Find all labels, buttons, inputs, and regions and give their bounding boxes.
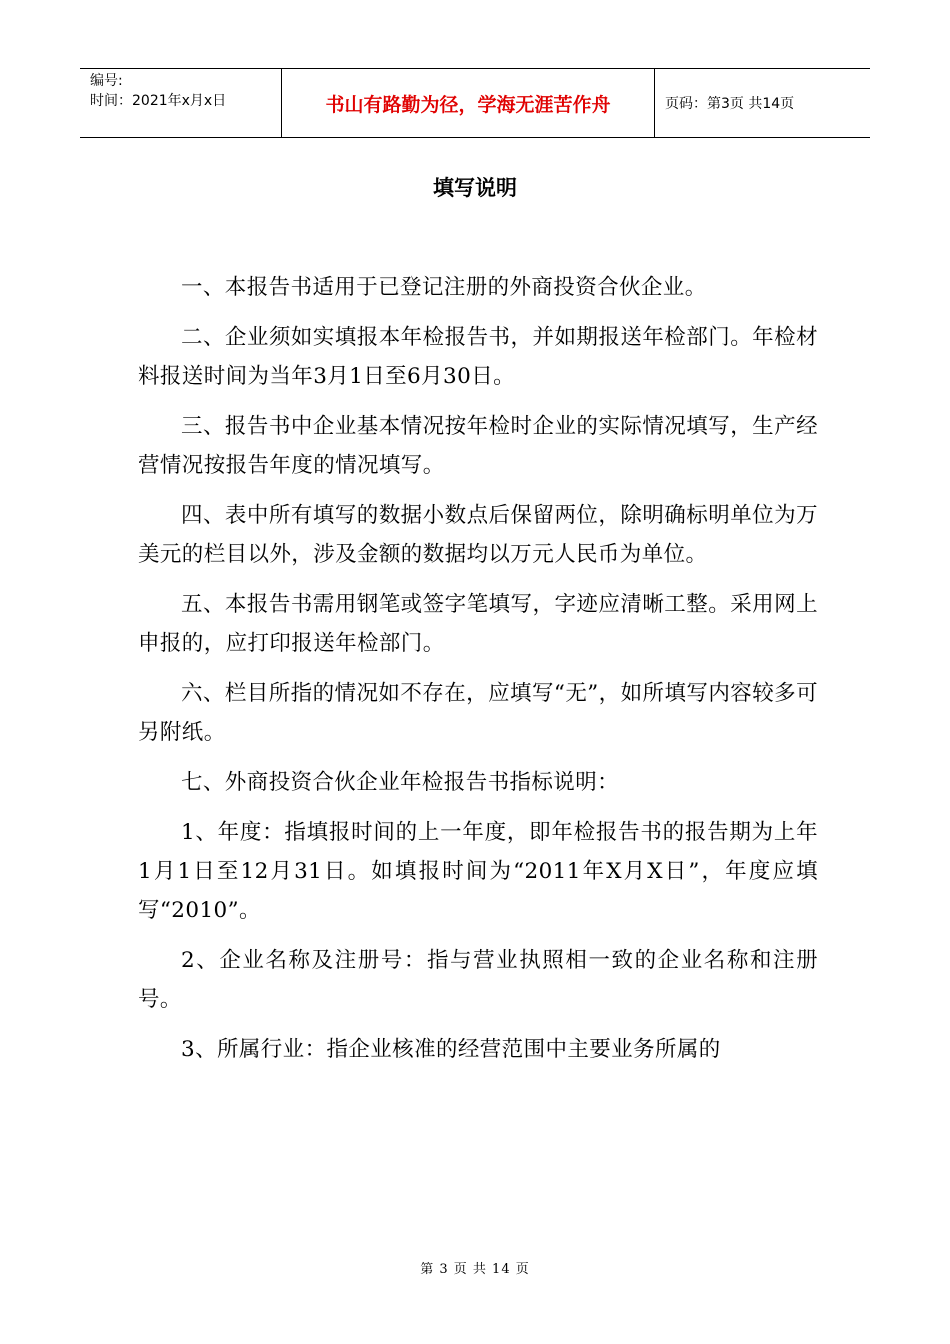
paragraph: 五、本报告书需用钢笔或签字笔填写，字迹应清晰工整。采用网上申报的，应打印报送年检部门。	[138, 592, 818, 656]
paragraph: 一、本报告书适用于已登记注册的外商投资合伙企业。	[181, 275, 707, 300]
page-footer: 第 3 页 共 14 页	[420, 1262, 530, 1277]
page-title: 填写说明	[433, 176, 517, 200]
header-page-info: 页码：第3页 共14页	[665, 96, 795, 112]
page-header	[80, 68, 870, 138]
paragraph: 七、外商投资合伙企业年检报告书指标说明：	[181, 770, 620, 795]
instructions-body	[138, 268, 818, 1080]
paragraph: 二、企业须如实填报本年检报告书，并如期报送年检部门。年检材料报送时间为当年3月1日至6月30日。	[138, 325, 818, 389]
paragraph: 2、企业名称及注册号：指与营业执照相一致的企业名称和注册号。	[138, 948, 818, 1012]
paragraph: 四、表中所有填写的数据小数点后保留两位，除明确标明单位为万美元的栏目以外，涉及金额的数据均以万元人民币为单位。	[138, 503, 818, 567]
paragraph: 三、报告书中企业基本情况按年检时企业的实际情况填写，生产经营情况按报告年度的情况填写。	[138, 414, 818, 478]
paragraph: 3、所属行业：指企业核准的经营范围中主要业务所属的	[181, 1037, 721, 1062]
paragraph: 六、栏目所指的情况如不存在，应填写“无”，如所填写内容较多可另附纸。	[138, 681, 818, 745]
header-motto: 书山有路勤为径，学海无涯苦作舟	[281, 69, 655, 137]
header-meta	[80, 69, 281, 137]
paragraph: 1、年度：指填报时间的上一年度，即年检报告书的报告期为上年1月1日至12月31日。如填报时间为“2011年X月X日”，年度应填写“2010”。	[138, 820, 818, 923]
document-time-label: 时间：2021年x月x日	[90, 93, 227, 109]
document-number-label: 编号:	[90, 73, 123, 89]
